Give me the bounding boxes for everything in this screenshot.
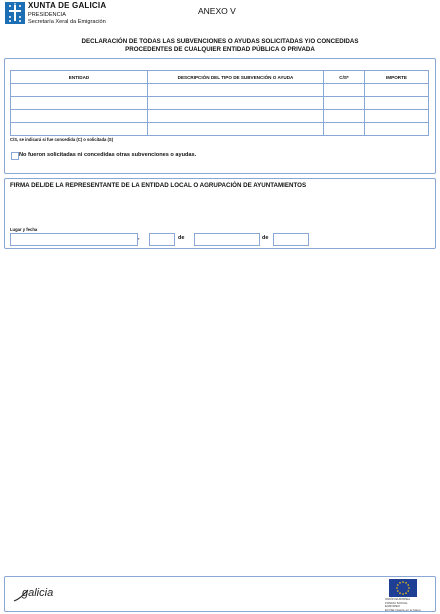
document-title-line1: DECLARACIÓN DE TODAS LAS SUBVENCIONES O AYUDAS SOLICITADAS Y/O CONCEDIDAS <box>81 38 359 45</box>
table-cell-entidad[interactable] <box>11 97 148 110</box>
table-row <box>11 97 429 110</box>
galicia-wordmark: galicia <box>22 587 54 599</box>
table-row <box>11 110 429 123</box>
table-cell-cs[interactable] <box>324 110 365 123</box>
column-header-descripcion: DESCRIPCIÓN DEL TIPO DE SUBVENCIÓN O AYUDA <box>148 71 324 84</box>
eu-flag-icon <box>389 579 417 597</box>
table-row <box>11 84 429 97</box>
eu-caption-line2: FONDO SOCIAL EUROPEO <box>385 600 408 609</box>
table-cell-importe[interactable] <box>365 97 429 110</box>
table-cell-importe[interactable] <box>365 110 429 123</box>
month-field[interactable] <box>194 233 260 246</box>
eu-caption-line3: El FSE invierte en tu futuro <box>385 607 421 612</box>
table-cell-cs[interactable] <box>324 84 365 97</box>
table-cell-descripcion[interactable] <box>148 97 324 110</box>
table-cell-cs[interactable] <box>324 123 365 136</box>
brand-title: XUNTA DE GALICIA <box>28 1 107 10</box>
table-cell-descripcion[interactable] <box>148 110 324 123</box>
brand-department: PRESIDENCIA <box>28 12 66 18</box>
de-separator-1: de <box>178 235 185 241</box>
column-header-importe: IMPORTE <box>365 71 429 84</box>
column-header-entidad: ENTIDAD <box>11 71 148 84</box>
table-cell-entidad[interactable] <box>11 110 148 123</box>
subsidies-table <box>10 70 429 136</box>
galicia-logo <box>12 582 72 609</box>
column-header-cs: C/S* <box>324 71 365 84</box>
brand-secretariat: Secretaría Xeral da Emigración <box>28 18 106 25</box>
cs-footnote: C/S, se indicará si fue concedida (C) o solicitada (S) <box>10 136 114 142</box>
table-cell-importe[interactable] <box>365 84 429 97</box>
no-other-subsidies-label: No fueron solicitadas ni concedidas otras subvenciones o ayudas. <box>19 152 197 158</box>
table-cell-descripcion[interactable] <box>148 84 324 97</box>
table-cell-entidad[interactable] <box>11 123 148 136</box>
galicia-swoosh-icon <box>12 582 72 604</box>
signature-title: FIRMA DEL/DE LA REPRESENTANTE DE LA ENTIDAD LOCAL O AGRUPACIÓN DE AYUNTAMIENTOS <box>10 181 307 189</box>
table-row <box>11 123 429 136</box>
eu-caption <box>385 598 423 612</box>
eu-caption-line1: UNIÓN EUROPEA <box>385 597 411 601</box>
de-separator-2: de <box>262 235 269 241</box>
xunta-logo-icon <box>5 2 25 24</box>
annex-label: ANEXO V <box>198 6 236 16</box>
document-title-line2: PROCEDENTES DE CUALQUIER ENTIDAD PÚBLICA O PRIVADA <box>125 46 315 53</box>
no-other-subsidies-checkbox[interactable] <box>11 152 19 160</box>
table-cell-importe[interactable] <box>365 123 429 136</box>
table-cell-descripcion[interactable] <box>148 123 324 136</box>
comma-separator: , <box>138 235 140 241</box>
year-field[interactable] <box>273 233 309 246</box>
day-field[interactable] <box>149 233 175 246</box>
place-date-label: Lugar y fecha <box>10 226 38 232</box>
place-field[interactable] <box>10 233 138 246</box>
table-cell-entidad[interactable] <box>11 84 148 97</box>
table-cell-cs[interactable] <box>324 97 365 110</box>
table-header-row <box>11 71 429 84</box>
